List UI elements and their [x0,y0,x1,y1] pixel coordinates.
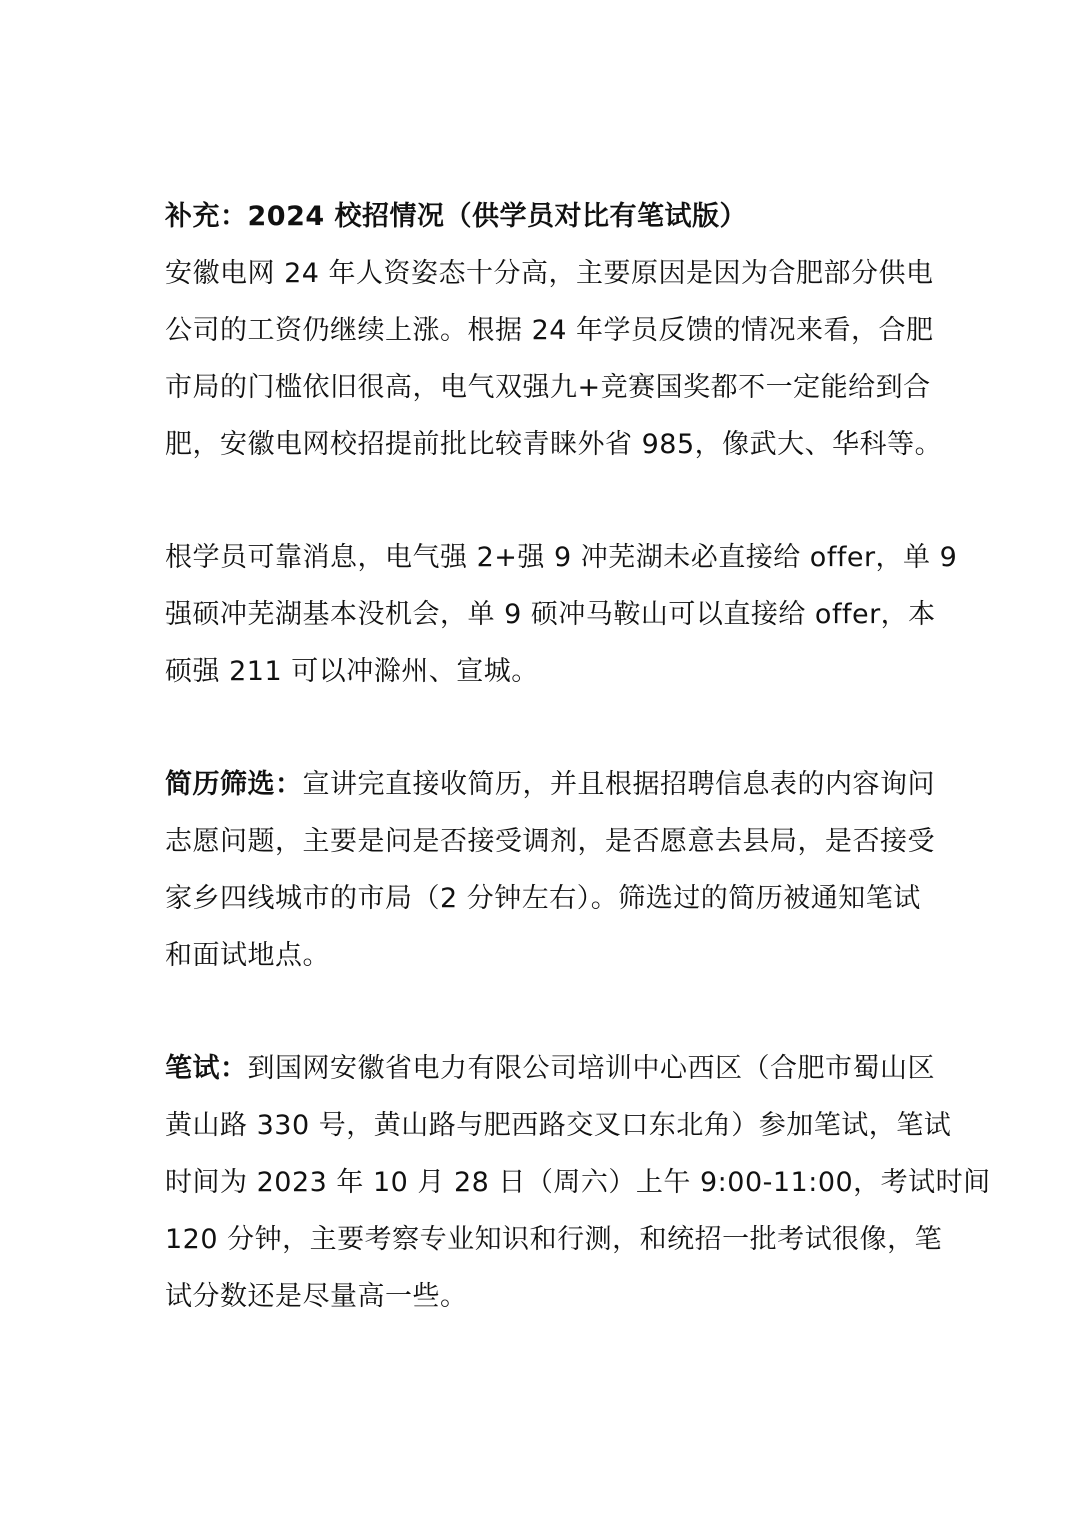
document-content [165,188,991,1325]
paragraph-2-line: 硕强 211 可以冲滁州、宣城。 [165,656,539,687]
paragraph-3-first-line-text: 宣讲完直接收简历，并且根据招聘信息表的内容询问 [302,769,935,800]
paragraph-4-line: 试分数还是尽量高一些。 [165,1281,468,1312]
paragraph-1-line: 肥，安徽电网校招提前批比较青睐外省 985，像武大、华科等。 [165,429,943,460]
paragraph-3-line: 志愿问题，主要是问是否接受调剂，是否愿意去县局，是否接受 [165,826,935,857]
paragraph-spacer [165,700,925,756]
paragraph-4-line: 120 分钟，主要考察专业知识和行测，和统招一批考试很像，笔 [165,1224,943,1255]
paragraph-1-line: 公司的工资仍继续上涨。根据 24 年学员反馈的情况来看，合肥 [165,315,934,346]
resume-screening-label: 简历筛选： [165,769,303,800]
paragraph-3-line: 家乡四线城市的市局（2 分钟左右）。筛选过的简历被通知笔试 [165,883,921,914]
paragraph-1-line: 市局的门槛依旧很高，电气双强九+竞赛国奖都不一定能给到合 [165,372,931,403]
paragraph-2-line: 根学员可靠消息，电气强 2+强 9 冲芜湖未必直接给 offer，单 9 [165,542,958,573]
paragraph-1-line: 安徽电网 24 年人资姿态十分高，主要原因是因为合肥部分供电 [165,258,934,289]
paragraph-4-first-line [165,1040,935,1097]
written-exam-label: 笔试： [165,1053,248,1084]
paragraph-4-line: 黄山路 330 号，黄山路与肥西路交叉口东北角）参加笔试，笔试 [165,1110,952,1141]
paragraph-3-line: 和面试地点。 [165,940,330,971]
paragraph-spacer [165,984,925,1040]
paragraph-spacer [165,473,925,529]
paragraph-2-line: 强硕冲芜湖基本没机会，单 9 硕冲马鞍山可以直接给 offer，本 [165,599,936,630]
paragraph-4-line: 时间为 2023 年 10 月 28 日（周六）上午 9:00-11:00，考试时间 [165,1167,991,1198]
document-title: 补充：2024 校招情况（供学员对比有笔试版） [165,201,748,232]
paragraph-3-first-line [165,756,935,813]
paragraph-4-first-line-text: 到国网安徽省电力有限公司培训中心西区（合肥市蜀山区 [247,1053,935,1084]
